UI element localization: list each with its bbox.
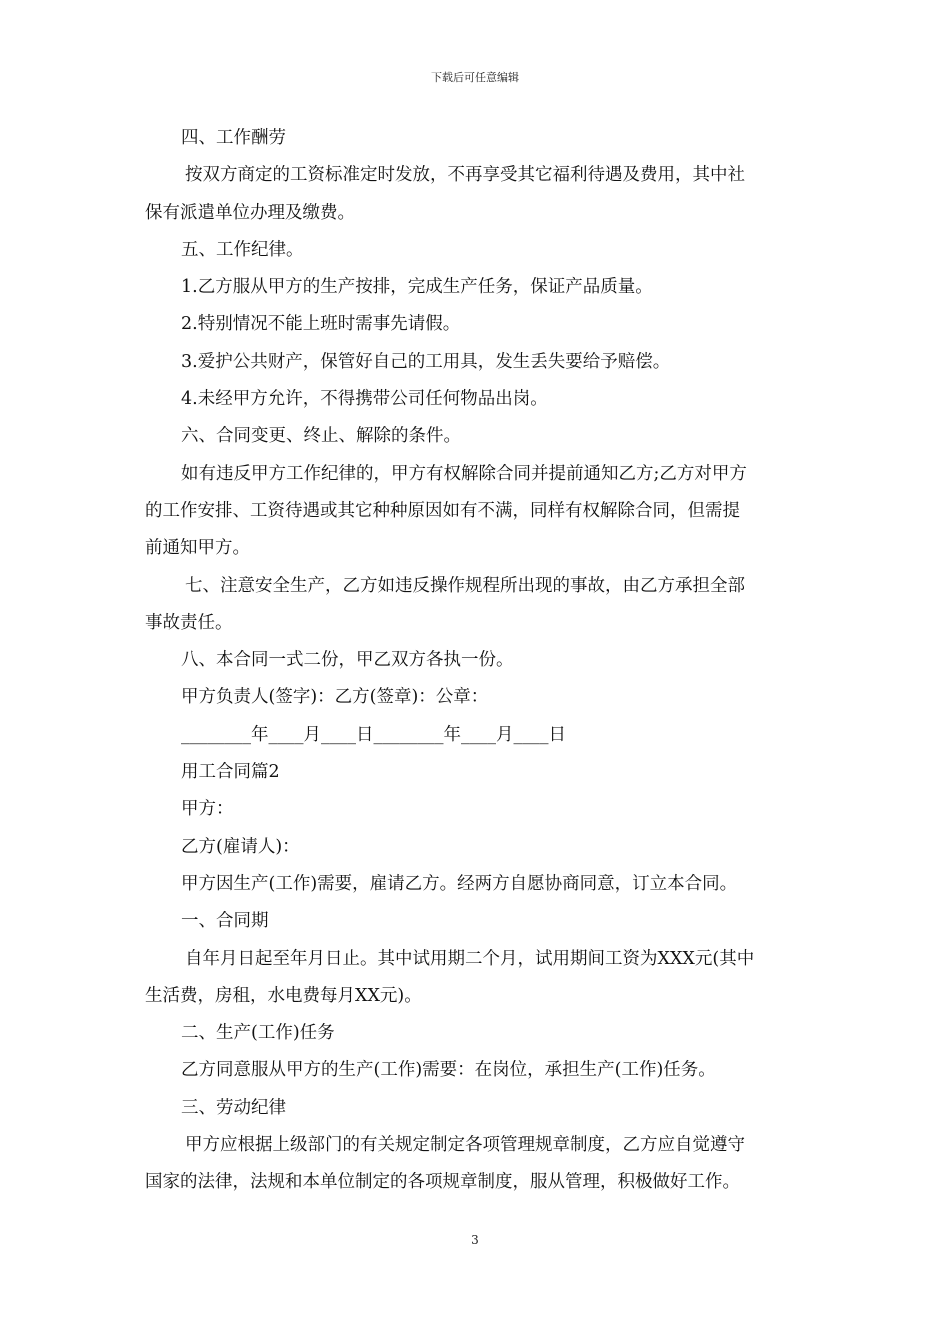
list-item: 2.特别情况不能上班时需事先请假。 [181, 314, 461, 335]
section-heading-4: 四、工作酬劳 [181, 128, 286, 148]
list-item: 3.爱护公共财产，保管好自己的工用具，发生丢失要给予赔偿。 [181, 351, 671, 372]
list-item: 4.未经甲方允许，不得携带公司任何物品出岗。 [181, 389, 548, 410]
page-header: 下载后可任意编辑 [431, 71, 519, 84]
party-a-label: 甲方： [181, 799, 234, 820]
paragraph-line: 保有派遣单位办理及缴费。 [145, 202, 355, 223]
contract-title: 用工合同篇2 [181, 762, 280, 783]
party-b-label: 乙方(雇请人)： [181, 836, 300, 857]
section-heading-3: 三、劳动纪律 [181, 1097, 286, 1118]
page-number: 3 [471, 1233, 479, 1247]
paragraph-line: 甲方应根据上级部门的有关规定制定各项管理规章制度，乙方应自觉遵守 [185, 1135, 745, 1156]
paragraph-line: 国家的法律，法规和本单位制定的各项规章制度，服从管理，积极做好工作。 [145, 1172, 740, 1193]
paragraph-line: 前通知甲方。 [145, 538, 250, 559]
paragraph-line: 按双方商定的工资标准定时发放，不再享受其它福利待遇及费用，其中社 [185, 165, 745, 186]
section-heading-1: 一、合同期 [181, 911, 269, 932]
paragraph-line: 甲方因生产(工作)需要，雇请乙方。经两方自愿协商同意，订立本合同。 [181, 873, 738, 894]
section-heading-8: 八、本合同一式二份，甲乙双方各执一份。 [181, 650, 514, 671]
list-item: 1.乙方服从甲方的生产按排，完成生产任务，保证产品质量。 [181, 277, 653, 298]
date-blank-line: ________年____月____日________年____月____日 [181, 724, 566, 745]
paragraph-line: 生活费，房租，水电费每月XX元)。 [145, 985, 422, 1006]
section-heading-7: 七、注意安全生产，乙方如违反操作规程所出现的事故，由乙方承担全部 [185, 575, 745, 596]
paragraph-line: 如有违反甲方工作纪律的，甲方有权解除合同并提前通知乙方;乙方对甲方 [181, 463, 747, 484]
signature-line: 甲方负责人(签字)：乙方(签章)：公章： [181, 687, 489, 708]
section-heading-5: 五、工作纪律。 [181, 239, 304, 260]
section-heading-2: 二、生产(工作)任务 [181, 1023, 335, 1044]
section-heading-6: 六、合同变更、终止、解除的条件。 [181, 426, 461, 447]
paragraph-line: 的工作安排、工资待遇或其它种种原因如有不满，同样有权解除合同，但需提 [145, 500, 740, 521]
paragraph-line: 自年月日起至年月日止。其中试用期二个月，试用期间工资为XXX元(其中 [185, 948, 755, 969]
paragraph-line: 乙方同意服从甲方的生产(工作)需要：在岗位，承担生产(工作)任务。 [181, 1060, 716, 1081]
document-body [145, 120, 810, 1202]
paragraph-line: 事故责任。 [145, 612, 233, 633]
